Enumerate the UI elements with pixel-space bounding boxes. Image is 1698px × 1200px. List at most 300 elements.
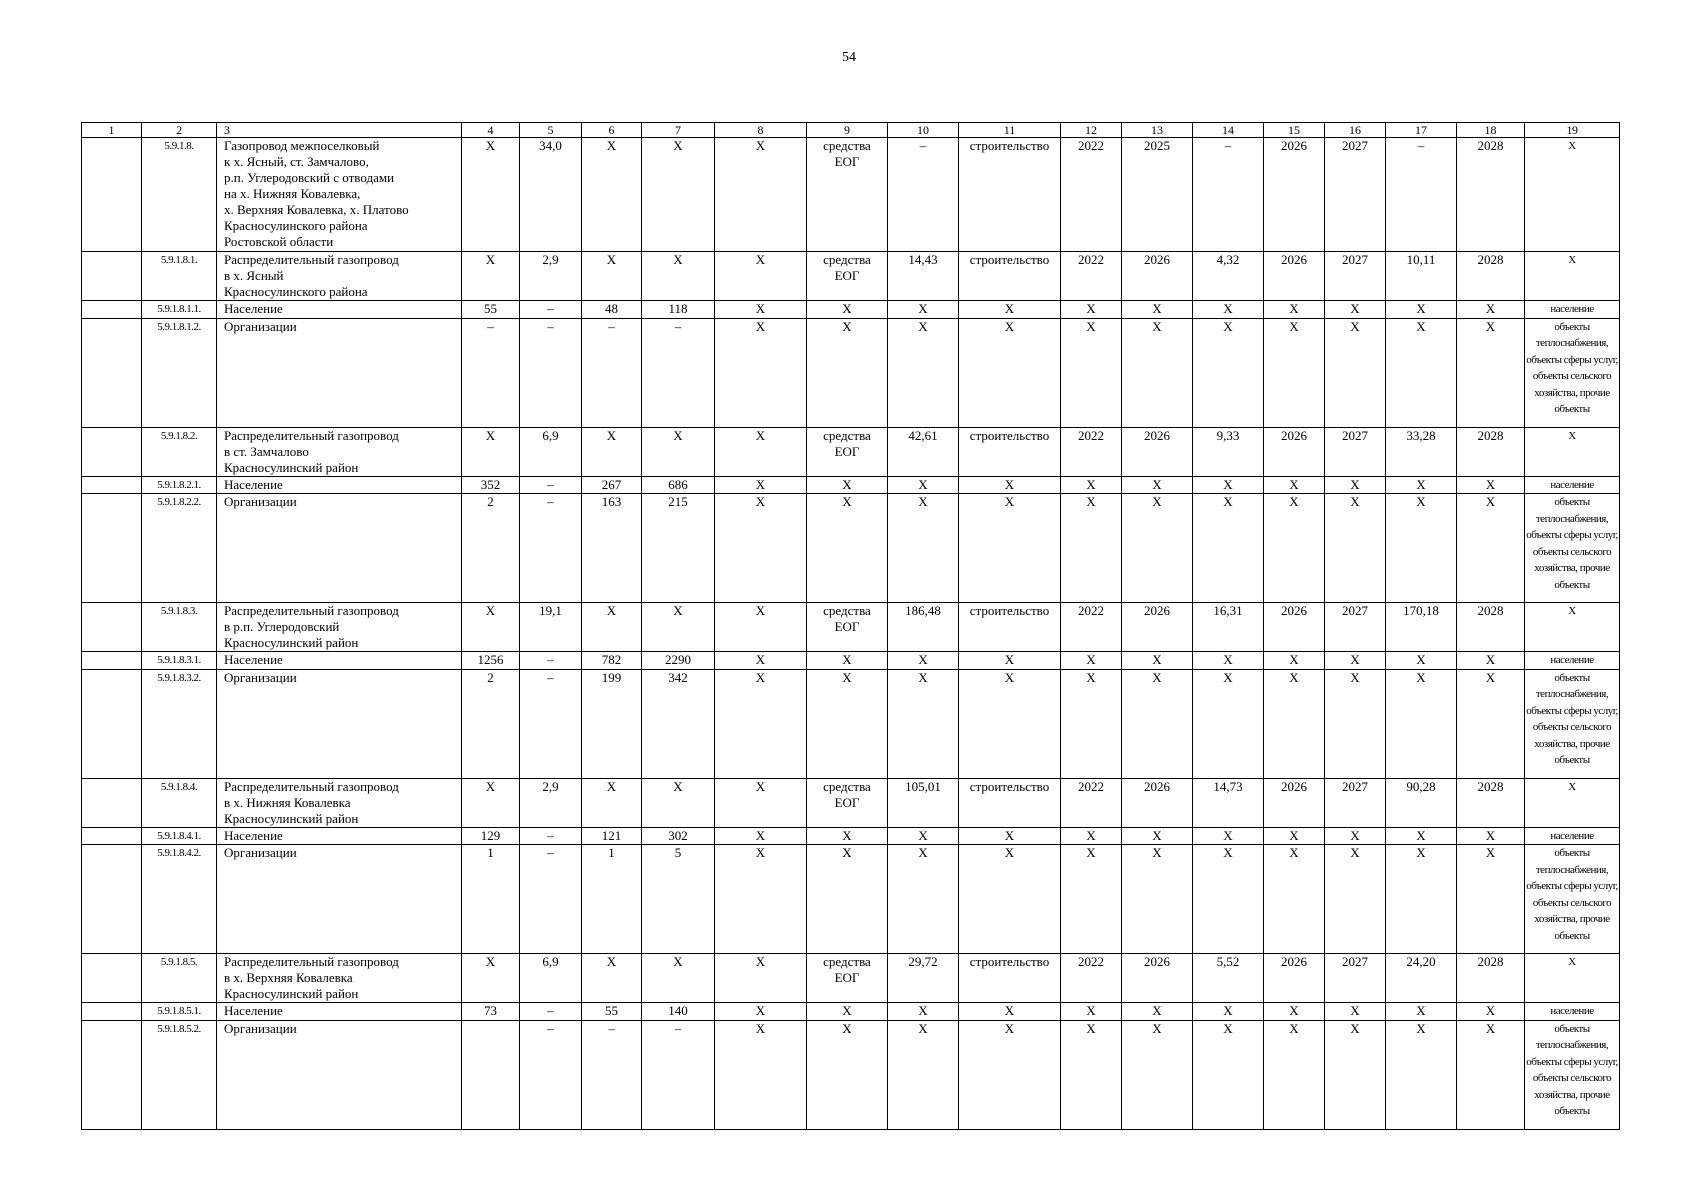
table-cell: 352 [462, 476, 520, 494]
table-cell [462, 1020, 520, 1129]
table-cell: Х [582, 138, 642, 252]
table-cell: 2022 [1061, 603, 1122, 652]
table-cell: 2028 [1457, 138, 1525, 252]
table-cell: 2027 [1325, 138, 1386, 252]
table-cell: Х [959, 494, 1061, 603]
table-cell: Х [1386, 318, 1457, 427]
table-cell [82, 669, 142, 778]
table-cell: Х [1193, 1003, 1264, 1021]
table-cell: Х [959, 827, 1061, 845]
table-cell: средства ЕОГ [807, 778, 888, 827]
table-cell: Х [462, 427, 520, 476]
table-cell: Х [1122, 1020, 1193, 1129]
table-cell: население [1525, 301, 1620, 319]
table-cell [82, 1003, 142, 1021]
table-cell: Х [959, 1003, 1061, 1021]
table-cell: – [582, 1020, 642, 1129]
table-cell: Х [959, 1020, 1061, 1129]
table-cell: Х [888, 827, 959, 845]
table-cell: 24,20 [1386, 954, 1457, 1003]
table-cell: Х [715, 476, 807, 494]
table-cell: Организации [217, 669, 462, 778]
table-cell: средства ЕОГ [807, 427, 888, 476]
table-row [82, 652, 1620, 670]
column-number-header: 2 [142, 123, 217, 138]
column-number-header: 3 [217, 123, 462, 138]
table-cell: 2,9 [520, 252, 582, 301]
table-cell: Х [1525, 252, 1620, 301]
table-cell: строительство [959, 603, 1061, 652]
table-cell: Х [1325, 669, 1386, 778]
table-cell: население [1525, 1003, 1620, 1021]
table-cell: 2027 [1325, 603, 1386, 652]
table-cell: Население [217, 652, 462, 670]
table-cell [82, 652, 142, 670]
table-row [82, 845, 1620, 954]
table-row [82, 827, 1620, 845]
table-cell: Х [959, 652, 1061, 670]
column-number-header: 12 [1061, 123, 1122, 138]
table-cell: Х [1457, 318, 1525, 427]
table-cell: 10,11 [1386, 252, 1457, 301]
table-cell [82, 827, 142, 845]
table-cell: – [520, 669, 582, 778]
table-cell: Х [1264, 1020, 1325, 1129]
table-cell: 2028 [1457, 954, 1525, 1003]
table-cell: Распределительный газопровод в р.п. Углеродовский Красносулинский район [217, 603, 462, 652]
table-cell: – [520, 1020, 582, 1129]
table-cell: Х [959, 318, 1061, 427]
table-cell: Организации [217, 1020, 462, 1129]
table-cell: объекты теплоснабжения, объекты сферы услуг, объекты сельского хозяйства, прочие объекты [1525, 669, 1620, 778]
table-cell: Х [715, 603, 807, 652]
table-cell: Организации [217, 845, 462, 954]
table-cell: Х [807, 652, 888, 670]
table-cell: Х [1325, 827, 1386, 845]
table-cell: Х [1061, 476, 1122, 494]
table-cell: Х [1193, 301, 1264, 319]
table-cell: Х [1122, 301, 1193, 319]
table-cell: 5.9.1.8.2.2. [142, 494, 217, 603]
column-number-header: 8 [715, 123, 807, 138]
table-cell: Х [1457, 669, 1525, 778]
header-row [82, 123, 1620, 138]
table-cell: Х [888, 476, 959, 494]
table-cell: 55 [582, 1003, 642, 1021]
table-row [82, 252, 1620, 301]
column-number-header: 13 [1122, 123, 1193, 138]
column-number-header: 18 [1457, 123, 1525, 138]
table-cell: Х [1457, 494, 1525, 603]
table-cell [82, 252, 142, 301]
table-cell: Х [1061, 301, 1122, 319]
table-cell: Х [715, 778, 807, 827]
table-cell: 5.9.1.8.1.2. [142, 318, 217, 427]
table-cell: 14,43 [888, 252, 959, 301]
table-cell: Х [582, 603, 642, 652]
table-cell: 42,61 [888, 427, 959, 476]
table-cell: – [520, 318, 582, 427]
table-cell: Х [1264, 669, 1325, 778]
table-cell: 5.9.1.8.1.1. [142, 301, 217, 319]
table-cell: – [520, 476, 582, 494]
table-cell: 9,33 [1193, 427, 1264, 476]
table-cell: Организации [217, 318, 462, 427]
table-cell: Х [715, 652, 807, 670]
table-cell: Х [642, 138, 715, 252]
table-cell: 2026 [1264, 954, 1325, 1003]
table-cell: – [520, 845, 582, 954]
table-cell: Х [1325, 652, 1386, 670]
table-cell: Х [807, 827, 888, 845]
column-number-header: 9 [807, 123, 888, 138]
table-cell: 2027 [1325, 778, 1386, 827]
table-cell: 4,32 [1193, 252, 1264, 301]
table-cell: 2,9 [520, 778, 582, 827]
table-cell: 2026 [1122, 427, 1193, 476]
table-cell: Х [1457, 1020, 1525, 1129]
table-cell: 215 [642, 494, 715, 603]
table-cell: – [520, 1003, 582, 1021]
table-cell [82, 138, 142, 252]
table-cell: 2022 [1061, 138, 1122, 252]
table-cell: 2022 [1061, 427, 1122, 476]
table-cell: 2027 [1325, 252, 1386, 301]
table-cell: Х [1264, 494, 1325, 603]
table-cell: 33,28 [1386, 427, 1457, 476]
table-cell: население [1525, 827, 1620, 845]
table-cell: 186,48 [888, 603, 959, 652]
column-number-header: 16 [1325, 123, 1386, 138]
table-cell: Х [1325, 845, 1386, 954]
table-cell: Х [1061, 827, 1122, 845]
table-cell: 199 [582, 669, 642, 778]
table-cell: 29,72 [888, 954, 959, 1003]
table-cell: Х [1325, 476, 1386, 494]
table-cell: Х [888, 1020, 959, 1129]
table-cell: строительство [959, 778, 1061, 827]
table-cell: Х [715, 427, 807, 476]
table-cell: объекты теплоснабжения, объекты сферы услуг, объекты сельского хозяйства, прочие объекты [1525, 494, 1620, 603]
table-cell: Х [1457, 827, 1525, 845]
table-cell: 5.9.1.8.3.2. [142, 669, 217, 778]
table-cell: 73 [462, 1003, 520, 1021]
table-cell: 2026 [1122, 778, 1193, 827]
table-cell: Население [217, 827, 462, 845]
table-cell: Х [1061, 318, 1122, 427]
table-cell: 2026 [1264, 138, 1325, 252]
table-cell: 90,28 [1386, 778, 1457, 827]
column-number-header: 11 [959, 123, 1061, 138]
table-cell: Х [1457, 476, 1525, 494]
table-cell: 2028 [1457, 603, 1525, 652]
table-cell: 2026 [1264, 603, 1325, 652]
table-cell: – [520, 301, 582, 319]
table-cell: 2290 [642, 652, 715, 670]
table-cell: 5.9.1.8.5.1. [142, 1003, 217, 1021]
table-cell: 2026 [1122, 252, 1193, 301]
table-cell: Х [1264, 318, 1325, 427]
table-cell: 5.9.1.8.4.2. [142, 845, 217, 954]
table-cell: Х [1122, 827, 1193, 845]
table-cell: Х [1061, 1020, 1122, 1129]
table-cell: Х [1122, 318, 1193, 427]
table-cell: 2022 [1061, 954, 1122, 1003]
table-cell: 118 [642, 301, 715, 319]
table-cell: Х [807, 845, 888, 954]
table-cell: Население [217, 301, 462, 319]
table-cell: 782 [582, 652, 642, 670]
table-cell: 5.9.1.8.2. [142, 427, 217, 476]
table-cell: Х [1264, 827, 1325, 845]
table-cell: 105,01 [888, 778, 959, 827]
table-cell: Х [642, 954, 715, 1003]
table-cell: Х [715, 252, 807, 301]
table-row [82, 603, 1620, 652]
table-cell: Х [888, 494, 959, 603]
table-cell: Х [715, 318, 807, 427]
column-number-header: 5 [520, 123, 582, 138]
column-number-header: 19 [1525, 123, 1620, 138]
table-cell: Х [807, 476, 888, 494]
table-cell: Х [1122, 652, 1193, 670]
table-cell: – [462, 318, 520, 427]
table-cell: 2028 [1457, 427, 1525, 476]
table-cell: Х [1386, 476, 1457, 494]
table-cell: Х [1525, 138, 1620, 252]
table-cell: 5.9.1.8. [142, 138, 217, 252]
table-cell: Х [1264, 476, 1325, 494]
table-cell: 2 [462, 669, 520, 778]
gas-pipeline-table [81, 122, 1620, 1130]
table-cell: Х [1386, 845, 1457, 954]
table-cell [82, 778, 142, 827]
table-cell: 140 [642, 1003, 715, 1021]
table-cell: Х [715, 845, 807, 954]
table-cell: 2026 [1122, 603, 1193, 652]
table-row [82, 318, 1620, 427]
table-cell: 302 [642, 827, 715, 845]
table-cell: Х [715, 954, 807, 1003]
table-row [82, 427, 1620, 476]
table-cell: население [1525, 476, 1620, 494]
table-cell: 2022 [1061, 252, 1122, 301]
table-cell: 2027 [1325, 427, 1386, 476]
table-cell: Х [1193, 669, 1264, 778]
table-cell: 2026 [1122, 954, 1193, 1003]
table-cell: 2026 [1264, 778, 1325, 827]
table-cell: 342 [642, 669, 715, 778]
table-cell: Х [1264, 845, 1325, 954]
table-cell: Х [1193, 845, 1264, 954]
table-cell: Х [1193, 827, 1264, 845]
table-cell: – [888, 138, 959, 252]
table-cell: Х [1193, 494, 1264, 603]
table-row [82, 494, 1620, 603]
table-cell: Х [715, 1020, 807, 1129]
column-number-header: 1 [82, 123, 142, 138]
table-cell: Х [1386, 1003, 1457, 1021]
table-cell: Х [715, 827, 807, 845]
table-cell: объекты теплоснабжения, объекты сферы услуг, объекты сельского хозяйства, прочие объекты [1525, 318, 1620, 427]
table-cell: Х [959, 301, 1061, 319]
column-number-header: 15 [1264, 123, 1325, 138]
table-cell: Х [959, 845, 1061, 954]
page-number: 54 [842, 50, 856, 65]
table-cell: Х [1386, 494, 1457, 603]
table-row [82, 138, 1620, 252]
table-cell: Х [1061, 845, 1122, 954]
table-cell: 5.9.1.8.5.2. [142, 1020, 217, 1129]
table-cell: 5.9.1.8.4.1. [142, 827, 217, 845]
table-cell: Х [1457, 845, 1525, 954]
table-cell [82, 1020, 142, 1129]
table-cell: Х [1386, 1020, 1457, 1129]
column-number-header: 17 [1386, 123, 1457, 138]
table-cell: Х [1193, 318, 1264, 427]
table-cell: строительство [959, 252, 1061, 301]
table-cell: Х [1122, 494, 1193, 603]
table-cell: – [520, 652, 582, 670]
table-cell: Х [1122, 1003, 1193, 1021]
table-cell: 686 [642, 476, 715, 494]
table-cell: 1 [582, 845, 642, 954]
table-cell: Х [1061, 652, 1122, 670]
table-cell: 163 [582, 494, 642, 603]
table-cell: – [1386, 138, 1457, 252]
table-cell: Х [807, 1003, 888, 1021]
table-row [82, 778, 1620, 827]
table-cell: Х [1325, 318, 1386, 427]
table-cell: Х [1122, 476, 1193, 494]
table-cell: Х [462, 954, 520, 1003]
column-number-header: 6 [582, 123, 642, 138]
table-cell: Х [888, 652, 959, 670]
table-cell: Х [1386, 669, 1457, 778]
table-cell: Х [888, 845, 959, 954]
table-cell: 170,18 [1386, 603, 1457, 652]
table-cell: 5.9.1.8.4. [142, 778, 217, 827]
table-cell: Х [1525, 778, 1620, 827]
table-cell: Х [1193, 476, 1264, 494]
table-cell: Распределительный газопровод в х. Нижняя Ковалевка Красносулинский район [217, 778, 462, 827]
table-cell: Х [582, 252, 642, 301]
table-cell: Х [1525, 427, 1620, 476]
table-cell: средства ЕОГ [807, 603, 888, 652]
table-cell: Х [807, 301, 888, 319]
table-cell: Х [888, 301, 959, 319]
table-cell: 5.9.1.8.1. [142, 252, 217, 301]
table-cell [82, 845, 142, 954]
table-cell: – [520, 494, 582, 603]
column-number-header: 14 [1193, 123, 1264, 138]
table-cell: Х [1061, 494, 1122, 603]
table-cell: Х [807, 494, 888, 603]
table-cell: Распределительный газопровод в ст. Замчалово Красносулинский район [217, 427, 462, 476]
table-cell: Х [1525, 954, 1620, 1003]
table-cell: Население [217, 1003, 462, 1021]
table-cell [82, 301, 142, 319]
table-cell: 14,73 [1193, 778, 1264, 827]
table-cell: 6,9 [520, 954, 582, 1003]
table-cell: строительство [959, 954, 1061, 1003]
table-cell: Х [462, 603, 520, 652]
table-cell: Х [888, 318, 959, 427]
table-cell: Х [1325, 1020, 1386, 1129]
table-cell: Население [217, 476, 462, 494]
table-cell: 2022 [1061, 778, 1122, 827]
table-cell: 5,52 [1193, 954, 1264, 1003]
table-cell: средства ЕОГ [807, 954, 888, 1003]
table-cell [82, 603, 142, 652]
table-cell: Х [1386, 827, 1457, 845]
table-cell: 16,31 [1193, 603, 1264, 652]
table-cell: 2026 [1264, 427, 1325, 476]
table-cell: – [582, 318, 642, 427]
column-number-header: 10 [888, 123, 959, 138]
table-cell: Х [642, 252, 715, 301]
table-cell: объекты теплоснабжения, объекты сферы услуг, объекты сельского хозяйства, прочие объекты [1525, 845, 1620, 954]
table-cell: 121 [582, 827, 642, 845]
table-cell: Х [715, 138, 807, 252]
table-cell: – [642, 318, 715, 427]
table-cell: – [520, 827, 582, 845]
table-cell: Х [1122, 845, 1193, 954]
table-row [82, 1020, 1620, 1129]
table-cell: Х [888, 1003, 959, 1021]
table-cell [82, 318, 142, 427]
table-cell: Х [1061, 1003, 1122, 1021]
table-cell: Х [1122, 669, 1193, 778]
table-cell: Х [1457, 652, 1525, 670]
table-cell: Х [462, 252, 520, 301]
table-cell: Распределительный газопровод в х. Верхняя Ковалевка Красносулинский район [217, 954, 462, 1003]
table-cell: Х [888, 669, 959, 778]
table-cell: Х [642, 603, 715, 652]
table-cell: Х [807, 318, 888, 427]
table-cell: 2028 [1457, 252, 1525, 301]
table-cell: – [642, 1020, 715, 1129]
table-cell: Х [582, 427, 642, 476]
table-cell: 5.9.1.8.3. [142, 603, 217, 652]
table-cell: Х [1193, 652, 1264, 670]
table-cell: Х [1264, 1003, 1325, 1021]
table-cell: Х [807, 1020, 888, 1129]
table-cell: 1256 [462, 652, 520, 670]
table-cell: Организации [217, 494, 462, 603]
table-cell: средства ЕОГ [807, 138, 888, 252]
table-cell: Газопровод межпоселковый к х. Ясный, ст. Замчалово, р.п. Углеродовский с отводами на х. Нижняя Ковалевка, х. Верхняя Ковалевка, х. Платово Красносулинского района Ростовской области [217, 138, 462, 252]
table-cell: 2028 [1457, 778, 1525, 827]
table-cell: Х [715, 1003, 807, 1021]
table-row [82, 954, 1620, 1003]
table-cell: 129 [462, 827, 520, 845]
table-row [82, 669, 1620, 778]
table-cell: население [1525, 652, 1620, 670]
table-cell: Х [807, 669, 888, 778]
table-row [82, 476, 1620, 494]
table-cell: Х [582, 954, 642, 1003]
table-cell: 34,0 [520, 138, 582, 252]
table-cell: 19,1 [520, 603, 582, 652]
table-cell [82, 954, 142, 1003]
table-cell: Х [1264, 652, 1325, 670]
column-number-header: 4 [462, 123, 520, 138]
table-cell: 267 [582, 476, 642, 494]
table-cell: Х [1264, 301, 1325, 319]
table-cell: Х [959, 476, 1061, 494]
table-cell: объекты теплоснабжения, объекты сферы услуг, объекты сельского хозяйства, прочие объекты [1525, 1020, 1620, 1129]
